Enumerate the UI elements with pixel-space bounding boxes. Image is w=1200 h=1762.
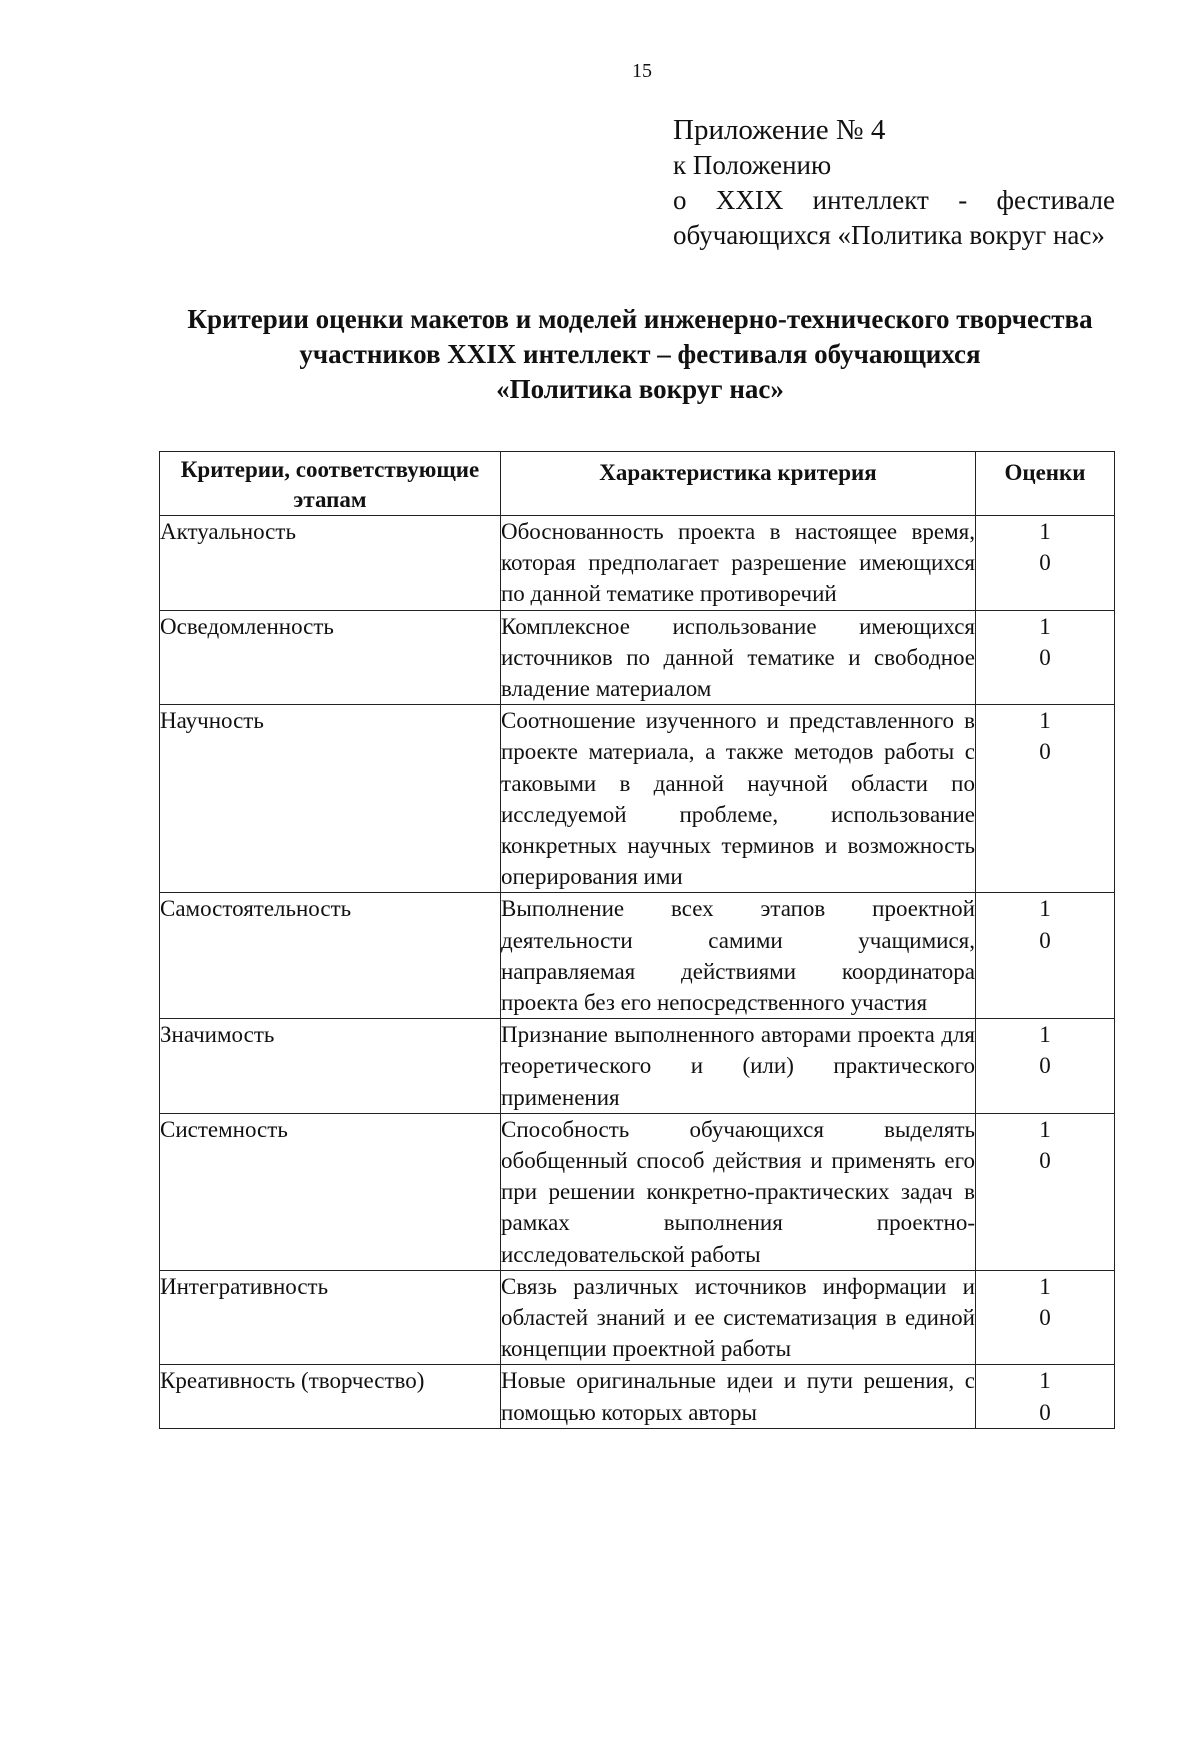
criterion-cell: Самостоятельность bbox=[160, 893, 501, 1019]
score-high: 1 bbox=[1039, 1022, 1051, 1048]
score-low: 0 bbox=[1039, 1148, 1051, 1174]
title-line-2: участников XXIX интеллект – фестиваля обучающихся bbox=[299, 339, 981, 369]
table-row bbox=[160, 1270, 1115, 1365]
score-low: 0 bbox=[1039, 1399, 1051, 1425]
header-criteria: Критерии, соответствующие этапам bbox=[160, 452, 501, 516]
criterion-cell: Значимость bbox=[160, 1019, 501, 1114]
description-cell: Комплексное использование имеющихся источников по данной тематике и свободное владение материалом bbox=[501, 610, 976, 705]
score-cell bbox=[976, 1270, 1115, 1365]
header-description: Характеристика критерия bbox=[501, 452, 976, 516]
description-cell: Новые оригинальные идеи и пути решения, с помощью которых авторы bbox=[501, 1365, 976, 1428]
page-number: 15 bbox=[632, 60, 652, 82]
document-title bbox=[160, 302, 1120, 407]
score-cell bbox=[976, 1019, 1115, 1114]
score-cell bbox=[976, 1365, 1115, 1428]
score-high: 1 bbox=[1039, 1368, 1051, 1394]
description-cell: Выполнение всех этапов проектной деятельности самими учащимися, направляемая действиями координатора проекта без его непосредственного участия bbox=[501, 893, 976, 1019]
table-row bbox=[160, 1019, 1115, 1114]
score-cell bbox=[976, 893, 1115, 1019]
appendix-number: Приложение № 4 bbox=[673, 114, 886, 146]
appendix-reference bbox=[673, 113, 1115, 253]
table-row bbox=[160, 610, 1115, 705]
score-cell bbox=[976, 516, 1115, 611]
criterion-cell: Интегративность bbox=[160, 1270, 501, 1365]
criterion-cell: Научность bbox=[160, 705, 501, 893]
score-low: 0 bbox=[1039, 739, 1051, 765]
score-low: 0 bbox=[1039, 550, 1051, 576]
score-low: 0 bbox=[1039, 1305, 1051, 1331]
score-low: 0 bbox=[1039, 927, 1051, 953]
description-cell: Способность обучающихся выделять обобщенный способ действия и применять его при решении конкретно-практических задач в рамках выполнения проектно-исследовательской работы bbox=[501, 1113, 976, 1270]
title-line-3: «Политика вокруг нас» bbox=[496, 374, 784, 404]
score-high: 1 bbox=[1039, 1116, 1051, 1142]
score-cell bbox=[976, 1113, 1115, 1270]
score-cell bbox=[976, 705, 1115, 893]
appendix-regulation: к Положению bbox=[673, 150, 832, 180]
table-row bbox=[160, 516, 1115, 611]
table-row bbox=[160, 705, 1115, 893]
table-row bbox=[160, 1113, 1115, 1270]
score-high: 1 bbox=[1039, 1273, 1051, 1299]
score-cell bbox=[976, 610, 1115, 705]
score-low: 0 bbox=[1039, 644, 1051, 670]
header-scores: Оценки bbox=[976, 452, 1115, 516]
description-cell: Признание выполненного авторами проекта для теоретического и (или) практического применения bbox=[501, 1019, 976, 1114]
description-cell: Обоснованность проекта в настоящее время, которая предполагает разрешение имеющихся по данной тематике противоречий bbox=[501, 516, 976, 611]
table-header-row bbox=[160, 452, 1115, 516]
score-high: 1 bbox=[1039, 896, 1051, 922]
score-high: 1 bbox=[1039, 708, 1051, 734]
score-high: 1 bbox=[1039, 519, 1051, 544]
appendix-festival: о XXIX интеллект - фестивале обучающихся «Политика вокруг нас» bbox=[673, 185, 1115, 250]
criteria-table bbox=[159, 451, 1115, 1429]
score-low: 0 bbox=[1039, 1053, 1051, 1079]
table-row bbox=[160, 1365, 1115, 1428]
table-row bbox=[160, 893, 1115, 1019]
description-cell: Соотношение изученного и представленного в проекте материала, а также методов работы с таковыми в данной научной области по исследуемой проблеме, использование конкретных научных терминов и возможность оперирования ими bbox=[501, 705, 976, 893]
criterion-cell: Креативность (творчество) bbox=[160, 1365, 501, 1428]
criterion-cell: Осведомленность bbox=[160, 610, 501, 705]
description-cell: Связь различных источников информации и областей знаний и ее систематизация в единой концепции проектной работы bbox=[501, 1270, 976, 1365]
score-high: 1 bbox=[1039, 613, 1051, 639]
criterion-cell: Системность bbox=[160, 1113, 501, 1270]
criterion-cell: Актуальность bbox=[160, 516, 501, 611]
title-line-1: Критерии оценки макетов и моделей инженерно-технического творчества bbox=[187, 304, 1093, 334]
